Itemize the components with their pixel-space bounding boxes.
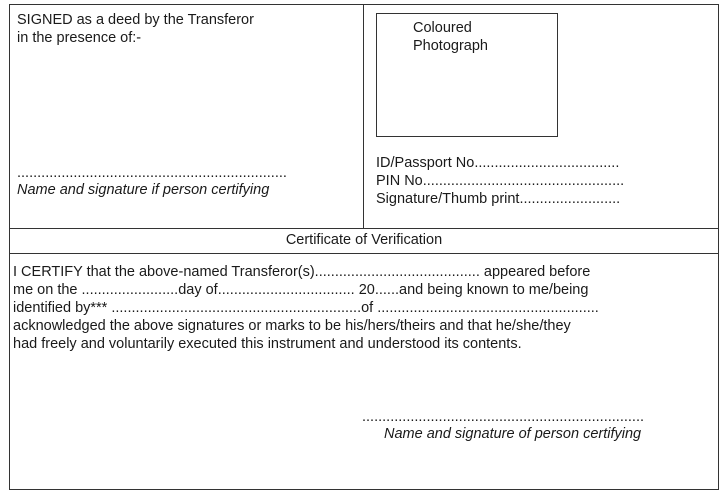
signed-deed-line-1: SIGNED as a deed by the Transferor <box>17 12 254 28</box>
witness-signature-caption: Name and signature if person certifying <box>17 182 270 198</box>
photo-label-line-2: Photograph <box>413 38 488 54</box>
section-divider-top <box>9 228 719 229</box>
certificate-line-3: identified by*** ..............................................................of ....................................................... <box>13 300 599 316</box>
certificate-line-2: me on the ........................day of.................................. 20......and being known to me/being <box>13 282 589 298</box>
id-passport-field: ID/Passport No.................................... <box>376 155 620 171</box>
certifier-signature-caption: Name and signature of person certifying <box>384 426 642 442</box>
certificate-line-4: acknowledged the above signatures or marks to be his/hers/theirs and that he/she/they <box>13 318 571 334</box>
certificate-line-1: I CERTIFY that the above-named Transferor(s)......................................... appeared before <box>13 264 591 280</box>
signature-thumbprint-field: Signature/Thumb print......................... <box>376 191 621 207</box>
signed-deed-line-2: in the presence of:- <box>17 30 142 46</box>
certificate-line-5: had freely and voluntarily executed this instrument and understood its contents. <box>13 336 522 352</box>
column-divider <box>363 4 364 229</box>
certificate-heading: Certificate of Verification <box>285 232 443 248</box>
photo-label-line-1: Coloured <box>413 20 472 36</box>
pin-field: PIN No.................................................. <box>376 173 625 189</box>
certifier-signature-line: ...................................................................... <box>362 409 644 425</box>
section-divider-heading <box>9 253 719 254</box>
witness-signature-line: ................................................................... <box>17 165 287 181</box>
photograph-box <box>376 13 558 137</box>
